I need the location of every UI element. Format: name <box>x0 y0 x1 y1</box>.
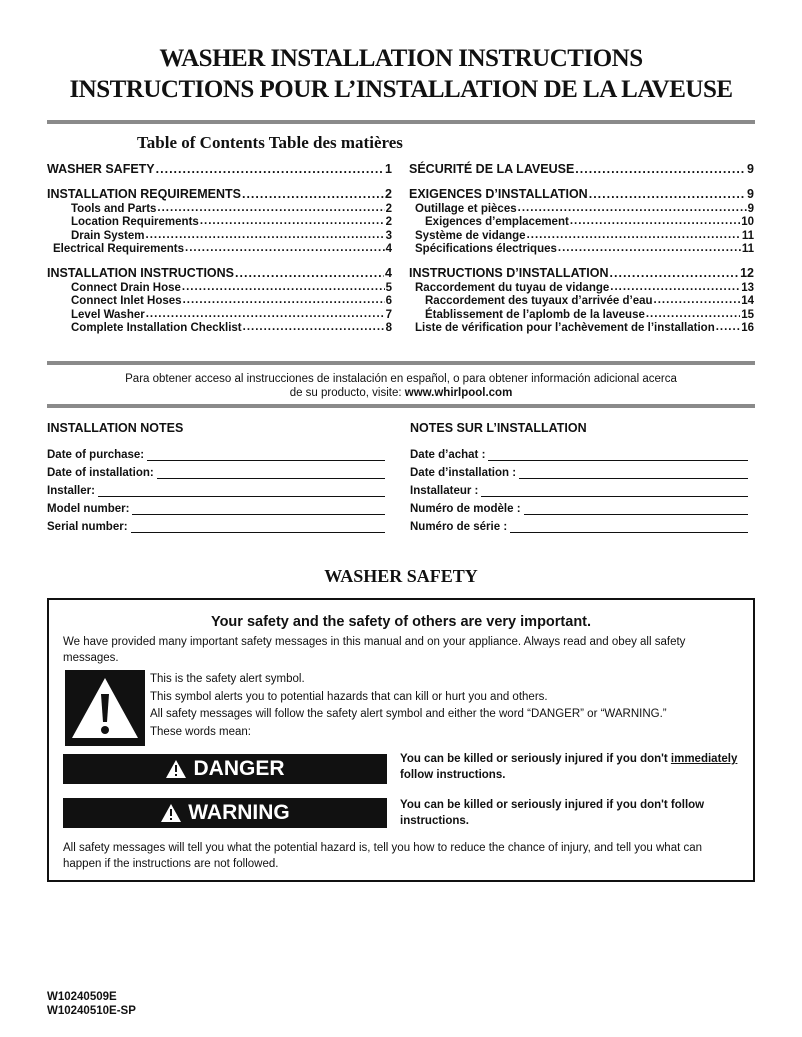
toc-entry-page: 8 <box>385 322 392 334</box>
note-field <box>410 479 748 497</box>
toc-entry-label: INSTALLATION REQUIREMENTS <box>47 187 241 201</box>
toc-entry-label: Système de vidange <box>415 229 526 242</box>
toc-dot-leader <box>610 281 740 294</box>
toc-dot-leader <box>157 202 384 215</box>
note-field-blank[interactable] <box>481 484 748 497</box>
website-link[interactable]: www.whirlpool.com <box>404 387 513 399</box>
toc-entry-label: Complete Installation Checklist <box>71 322 242 334</box>
toc-entry-page: 6 <box>385 295 392 307</box>
warning-banner <box>63 798 387 828</box>
toc-entry-page: 11 <box>741 243 754 255</box>
toc-dot-leader <box>183 294 385 307</box>
symbol-line-3: All safety messages will follow the safety alert symbol and either the word “DANGER” or “WARNING.” <box>150 708 667 720</box>
note-field-blank[interactable] <box>131 520 385 533</box>
divider <box>47 120 755 124</box>
note-field-blank[interactable] <box>519 466 748 479</box>
toc-entry-label: Connect Drain Hose <box>71 281 181 294</box>
toc-entry[interactable] <box>409 161 754 176</box>
toc-entry[interactable] <box>47 201 392 215</box>
note-field <box>47 515 385 533</box>
toc-entry[interactable] <box>47 228 392 242</box>
safety-intro <box>63 634 743 666</box>
toc-dot-leader <box>716 321 740 334</box>
toc-spacer <box>47 255 392 265</box>
note-field-blank[interactable] <box>98 484 385 497</box>
notes-installation-heading-fr: NOTES SUR L’INSTALLATION <box>410 421 587 435</box>
toc-heading: Table of Contents Table des matières <box>137 133 403 152</box>
note-field <box>47 443 385 461</box>
toc-dot-leader <box>243 321 385 334</box>
toc-spacer <box>409 176 754 186</box>
title-french: INSTRUCTIONS POUR L’INSTALLATION DE LA LAVEUSE <box>69 76 733 103</box>
toc-dot-leader <box>518 202 747 215</box>
safety-intro-line-2: messages. <box>63 652 119 664</box>
toc-dot-leader <box>156 163 384 176</box>
toc-column-english <box>47 161 392 334</box>
toc-dot-leader <box>242 188 384 201</box>
toc-entry-label: INSTRUCTIONS D’INSTALLATION <box>409 266 609 280</box>
note-field-label: Date d’achat : <box>410 449 486 461</box>
toc-entry-label: Raccordement du tuyau de vidange <box>415 281 610 294</box>
spanish-line-2 <box>0 386 802 400</box>
toc-entry-page: 15 <box>741 308 754 321</box>
safety-box-heading: Your safety and the safety of others are very important. <box>210 614 592 630</box>
note-field-label: Date of installation: <box>47 467 154 479</box>
toc-dot-leader <box>558 242 741 255</box>
toc-entry-label: Tools and Parts <box>71 202 157 215</box>
toc-dot-leader <box>527 229 741 242</box>
installation-notes-heading: INSTALLATION NOTES <box>47 421 184 435</box>
part-number-1: W10240509E <box>47 991 117 1003</box>
spanish-line-1: Para obtener acceso al instrucciones de instalación en español, o para obtener información adicional acerca <box>125 373 677 385</box>
toc-entry-label: WASHER SAFETY <box>47 162 155 176</box>
safety-alert-symbol-icon <box>65 670 145 746</box>
toc-dot-leader <box>570 215 740 228</box>
toc-entry[interactable] <box>47 280 392 294</box>
symbol-line-2: This symbol alerts you to potential hazards that can kill or hurt you and others. <box>150 690 548 703</box>
toc-entry-label: Electrical Requirements <box>53 243 185 255</box>
note-field <box>410 497 748 515</box>
toc-entry[interactable] <box>409 242 754 256</box>
toc-entry[interactable] <box>47 307 392 321</box>
toc-entry[interactable] <box>409 321 754 335</box>
symbol-line-4: These words mean: <box>150 725 251 738</box>
divider <box>47 361 755 365</box>
note-field-label: Numéro de série : <box>410 521 508 533</box>
note-field-label: Installateur : <box>410 485 479 497</box>
toc-spacer <box>47 176 392 186</box>
toc-dot-leader <box>589 188 746 201</box>
danger-description <box>400 751 750 783</box>
toc-entry-page: 14 <box>741 295 754 307</box>
spanish-access-note <box>0 372 802 400</box>
toc-entry[interactable] <box>409 294 754 308</box>
danger-banner <box>63 754 387 784</box>
note-field-label: Numéro de modèle : <box>410 503 521 515</box>
toc-entry-page: 2 <box>385 216 392 228</box>
toc-entry-page: 4 <box>385 243 392 255</box>
toc-entry-page: 13 <box>741 281 754 294</box>
warning-text-line-1: You can be killed or seriously injured if you don't follow <box>400 799 705 811</box>
warning-text-line-2: instructions. <box>400 815 470 827</box>
toc-entry[interactable] <box>47 265 392 280</box>
toc-entry[interactable] <box>47 242 392 256</box>
toc-entry-label: Liste de vérification pour l’achèvement de l’installation <box>415 322 715 334</box>
toc-entry[interactable] <box>47 215 392 229</box>
toc-entry-label: Level Washer <box>71 308 145 321</box>
toc-entry-page: 7 <box>385 308 392 321</box>
installation-notes-fields-fr <box>410 443 748 533</box>
safety-closing <box>63 840 743 872</box>
toc-entry[interactable] <box>409 186 754 201</box>
toc-entry-label: SÉCURITÉ DE LA LAVEUSE <box>409 162 575 176</box>
note-field-label: Installer: <box>47 485 95 497</box>
note-field <box>410 515 748 533</box>
note-field <box>47 461 385 479</box>
toc-entry-label: Connect Inlet Hoses <box>71 295 182 307</box>
safety-intro-line-1: We have provided many important safety messages in this manual and on your appliance. Always read and obey all safety <box>63 636 686 648</box>
note-field-blank[interactable] <box>510 520 748 533</box>
part-number-2: W10240510E-SP <box>47 1005 136 1017</box>
toc-entry-page: 16 <box>741 322 754 334</box>
toc-entry-page: 10 <box>741 216 754 228</box>
toc-entry[interactable] <box>409 280 754 294</box>
toc-entry[interactable] <box>409 215 754 229</box>
toc-entry[interactable] <box>409 265 754 280</box>
toc-dot-leader <box>182 281 385 294</box>
toc-dot-leader <box>200 215 385 228</box>
note-field-label: Date d’installation : <box>410 467 517 479</box>
toc-entry-page: 1 <box>385 162 392 176</box>
note-field-blank[interactable] <box>488 448 748 461</box>
toc-entry[interactable] <box>409 201 754 215</box>
toc-dot-leader <box>646 308 740 321</box>
safety-symbol-description <box>150 671 750 741</box>
toc-entry[interactable] <box>409 228 754 242</box>
toc-entry-label: Établissement de l’aplomb de la laveuse <box>425 308 645 321</box>
toc-entry-page: 4 <box>385 266 392 280</box>
danger-label: DANGER <box>193 757 285 780</box>
symbol-line-1: This is the safety alert symbol. <box>150 673 305 685</box>
toc-entry-label: Raccordement des tuyaux d’arrivée d’eau <box>425 295 653 307</box>
warning-label: WARNING <box>188 801 290 824</box>
spanish-line-2-text: de su producto, visite: <box>289 387 405 399</box>
toc-dot-leader <box>654 294 741 307</box>
washer-safety-title: WASHER SAFETY <box>324 566 478 586</box>
closing-line-1: All safety messages will tell you what the potential hazard is, tell you how to reduce the chance of injury, and tell you what can <box>63 842 703 854</box>
note-field-label: Model number: <box>47 503 130 515</box>
toc-entry-page: 5 <box>385 281 392 294</box>
toc-entry-page: 9 <box>747 187 754 201</box>
toc-entry-label: Outillage et pièces <box>415 202 517 215</box>
toc-entry[interactable] <box>409 307 754 321</box>
note-field-blank[interactable] <box>147 448 385 461</box>
note-field-blank[interactable] <box>132 502 385 515</box>
toc-dot-leader <box>235 267 384 280</box>
toc-spacer <box>409 255 754 265</box>
toc-dot-leader <box>575 163 746 176</box>
toc-entry-label: INSTALLATION INSTRUCTIONS <box>47 266 235 280</box>
toc-dot-leader <box>610 267 740 280</box>
note-field <box>47 497 385 515</box>
installation-notes-fields-en <box>47 443 385 533</box>
divider <box>47 404 755 408</box>
note-field-blank[interactable] <box>157 466 385 479</box>
toc-entry-page: 2 <box>385 187 392 201</box>
alert-triangle-icon <box>165 759 187 779</box>
toc-dot-leader <box>146 308 385 321</box>
toc-entry[interactable] <box>47 321 392 335</box>
note-field <box>410 461 748 479</box>
danger-text-start: You can be killed or seriously injured if you don't <box>400 753 671 765</box>
toc-entry-page: 9 <box>747 162 754 176</box>
toc-entry-label: EXIGENCES D’INSTALLATION <box>409 187 588 201</box>
toc-dot-leader <box>146 229 385 242</box>
toc-entry-page: 12 <box>740 266 754 280</box>
toc-entry[interactable] <box>47 186 392 201</box>
note-field <box>47 479 385 497</box>
toc-entry-label: Location Requirements <box>71 216 199 228</box>
danger-text-emphasis: immediately <box>670 753 738 765</box>
safety-box <box>47 598 755 882</box>
note-field-blank[interactable] <box>524 502 748 515</box>
closing-line-2: happen if the instructions are not followed. <box>63 858 279 870</box>
note-field-label: Serial number: <box>47 521 128 533</box>
note-field <box>410 443 748 461</box>
toc-dot-leader <box>185 242 385 255</box>
toc-entry-page: 2 <box>385 202 392 215</box>
warning-description <box>400 797 750 829</box>
toc-column-french <box>409 161 754 334</box>
toc-entry-label: Drain System <box>71 229 145 242</box>
toc-entry[interactable] <box>47 161 392 176</box>
title-english: WASHER INSTALLATION INSTRUCTIONS <box>159 45 643 72</box>
toc-entry-page: 9 <box>747 202 754 215</box>
note-field-label: Date of purchase: <box>47 449 145 461</box>
part-numbers <box>47 990 136 1018</box>
alert-triangle-icon <box>160 803 182 823</box>
toc-entry-page: 3 <box>385 229 392 242</box>
toc-entry-page: 11 <box>741 229 754 242</box>
toc-entry[interactable] <box>47 294 392 308</box>
toc-entry-label: Spécifications électriques <box>415 243 557 255</box>
toc-entry-label: Exigences d’emplacement <box>425 216 569 228</box>
danger-text-end: follow instructions. <box>400 769 506 781</box>
